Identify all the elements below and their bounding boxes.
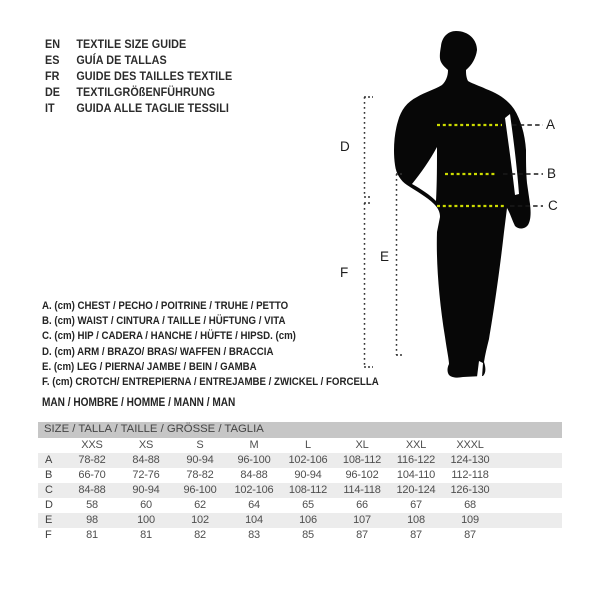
- size-cell: 104-110: [396, 468, 436, 481]
- size-cell: 120-124: [396, 483, 436, 496]
- column-header-l: L: [305, 438, 311, 451]
- size-cell: 81: [140, 528, 152, 541]
- column-header-xxxl: XXXL: [456, 438, 484, 451]
- language-code: EN: [45, 37, 60, 51]
- size-cell: 65: [302, 498, 314, 511]
- corner-cell: [38, 438, 65, 453]
- size-cell: 90-94: [186, 453, 214, 466]
- guide-title: GUIDE DES TAILLES TEXTILE: [76, 69, 233, 83]
- row-label: D: [45, 498, 53, 511]
- marker-label-c: C: [548, 198, 558, 213]
- size-cell: 66: [356, 498, 368, 511]
- marker-label-e: E: [380, 249, 390, 264]
- size-cell: 124-130: [450, 453, 490, 466]
- column-header-xs: XS: [138, 438, 154, 451]
- size-table-header: SIZE / TALLA / TAILLE / GRÖSSE / TAGLIA: [38, 422, 562, 438]
- guide-title: TEXTILGRÖßENFÜHRUNG: [76, 85, 216, 99]
- table-row-f: [38, 528, 562, 543]
- column-header-xl: XL: [355, 438, 369, 451]
- size-cell: 60: [140, 498, 152, 511]
- size-cell: 106: [299, 513, 317, 526]
- size-cell: 84-88: [240, 468, 268, 481]
- table-row-c: [38, 483, 562, 498]
- size-cell: 83: [248, 528, 260, 541]
- size-cell: 102-106: [234, 483, 274, 496]
- column-header-m: M: [249, 438, 259, 451]
- size-cell: 90-94: [132, 483, 160, 496]
- guide-title: TEXTILE SIZE GUIDE: [76, 37, 187, 51]
- size-cell: 82: [194, 528, 206, 541]
- category-man-line: MAN / HOMBRE / HOMME / MANN / MAN: [42, 396, 236, 409]
- size-cell: 58: [86, 498, 98, 511]
- column-header-xxl: XXL: [405, 438, 427, 451]
- size-table: [38, 422, 562, 543]
- size-cell: 87: [356, 528, 368, 541]
- column-header-s: S: [196, 438, 204, 451]
- language-code: DE: [45, 85, 60, 99]
- size-cell: 67: [410, 498, 422, 511]
- row-label: E: [45, 513, 53, 526]
- table-row-d: [38, 498, 562, 513]
- measurement-crotch: F. (cm) CROTCH/ ENTREPIERNA / ENTREJAMBE / ZWICKEL / FORCELLA: [42, 375, 379, 388]
- guide-title: GUÍA DE TALLAS: [76, 53, 167, 67]
- size-cell: 108-112: [342, 453, 382, 466]
- size-cell: 102-106: [288, 453, 328, 466]
- measurement-descriptions: [42, 299, 379, 390]
- measurement-hip: C. (cm) HIP / CADERA / HANCHE / HÜFTE / HIPSD. (cm): [42, 330, 296, 343]
- man-silhouette: [394, 31, 531, 378]
- size-cell: 90-94: [294, 468, 322, 481]
- table-row-e: [38, 513, 562, 528]
- size-cell: 68: [464, 498, 476, 511]
- size-cell: 108: [407, 513, 425, 526]
- size-cell: 85: [302, 528, 314, 541]
- size-cell: 112-118: [451, 468, 489, 481]
- column-header-xxs: XXS: [81, 438, 103, 451]
- size-cell: 98: [86, 513, 98, 526]
- table-row-a: [38, 453, 562, 468]
- size-cell: 108-112: [288, 483, 328, 496]
- measurement-chest: A. (cm) CHEST / PECHO / POITRINE / TRUHE / PETTO: [42, 300, 289, 312]
- measurement-arm: D. (cm) ARM / BRAZO/ BRAS/ WAFFEN / BRACCIA: [42, 345, 274, 358]
- table-row-b: [38, 468, 562, 483]
- row-label: F: [45, 528, 52, 541]
- size-cell: 102: [191, 513, 209, 526]
- size-cell: 100: [137, 513, 155, 526]
- size-cell: 81: [86, 528, 98, 541]
- size-cell: 78-82: [186, 468, 214, 481]
- measurement-leg: E. (cm) LEG / PIERNA/ JAMBE / BEIN / GAMBA: [42, 360, 257, 373]
- size-cell: 126-130: [450, 483, 490, 496]
- size-table-column-headers: [38, 438, 562, 453]
- measurement-waist: B. (cm) WAIST / CINTURA / TAILLE / HÜFTUNG / VITA: [42, 315, 286, 328]
- guide-title: GUIDA ALLE TAGLIE TESSILI: [76, 101, 230, 115]
- size-cell: 84-88: [78, 483, 106, 496]
- size-cell: 66-70: [78, 468, 106, 481]
- size-cell: 116-122: [396, 453, 436, 466]
- language-code: IT: [45, 101, 55, 115]
- size-cell: 109: [461, 513, 479, 526]
- marker-label-d: D: [340, 139, 350, 154]
- row-label: B: [45, 468, 53, 481]
- size-cell: 72-76: [132, 468, 160, 481]
- row-label: C: [45, 483, 53, 496]
- marker-label-f: F: [340, 265, 349, 280]
- language-code: FR: [45, 69, 60, 83]
- language-code: ES: [45, 53, 60, 67]
- size-cell: 78-82: [78, 453, 106, 466]
- size-cell: 84-88: [132, 453, 160, 466]
- marker-label-b: B: [547, 166, 557, 181]
- size-cell: 87: [410, 528, 422, 541]
- marker-label-a: A: [546, 117, 556, 132]
- size-cell: 64: [248, 498, 260, 511]
- size-cell: 107: [353, 513, 371, 526]
- size-cell: 96-100: [183, 483, 217, 496]
- size-cell: 114-118: [343, 483, 381, 496]
- size-cell: 87: [464, 528, 476, 541]
- row-label: A: [45, 453, 53, 466]
- size-cell: 96-102: [345, 468, 379, 481]
- size-cell: 62: [194, 498, 206, 511]
- size-cell: 104: [245, 513, 263, 526]
- size-cell: 96-100: [237, 453, 271, 466]
